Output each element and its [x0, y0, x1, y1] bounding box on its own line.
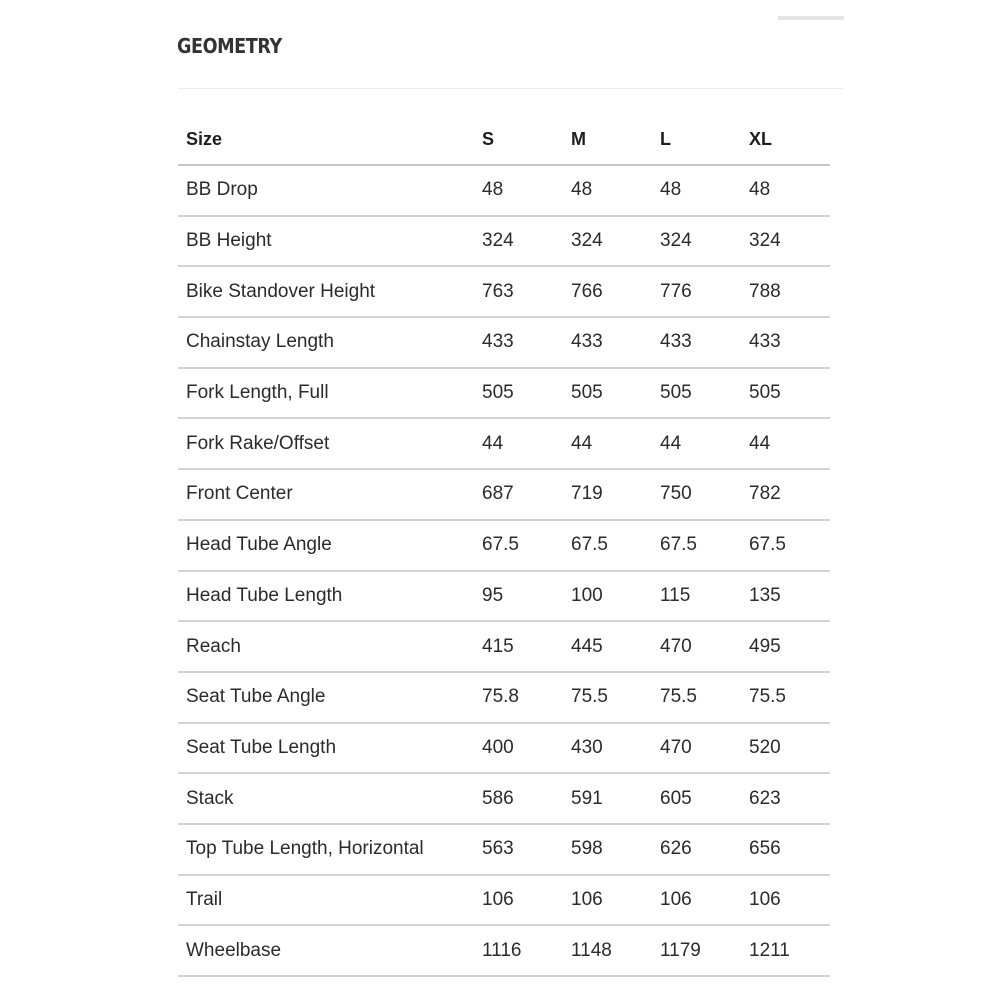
cell-value-xl: 135 [741, 571, 830, 622]
cell-value-xl: 433 [741, 317, 830, 368]
table-row [178, 824, 830, 875]
cell-value-xl: 75.5 [741, 672, 830, 723]
cell-value-m: 430 [563, 723, 652, 774]
cell-value-m: 598 [563, 824, 652, 875]
cell-value-xl: 48 [741, 165, 830, 216]
cell-value-m: 48 [563, 165, 652, 216]
cell-value-xl: 106 [741, 875, 830, 926]
cell-value-s: 95 [474, 571, 563, 622]
cell-value-m: 100 [563, 571, 652, 622]
table-row [178, 520, 830, 571]
table-row [178, 317, 830, 368]
cell-value-s: 586 [474, 773, 563, 824]
column-header-xl: XL [741, 115, 830, 165]
cell-value-l: 626 [652, 824, 741, 875]
row-label: Seat Tube Angle [178, 672, 474, 723]
cell-value-xl: 505 [741, 368, 830, 419]
cell-value-l: 433 [652, 317, 741, 368]
row-label: Top Tube Length, Horizontal [178, 824, 474, 875]
cell-value-s: 505 [474, 368, 563, 419]
row-label: Head Tube Angle [178, 520, 474, 571]
cell-value-xl: 1211 [741, 925, 830, 976]
table-row [178, 672, 830, 723]
table-row [178, 773, 830, 824]
row-label: Trail [178, 875, 474, 926]
row-label: Stack [178, 773, 474, 824]
column-header-s: S [474, 115, 563, 165]
cell-value-xl: 44 [741, 418, 830, 469]
table-row [178, 165, 830, 216]
cell-value-l: 48 [652, 165, 741, 216]
section-title: GEOMETRY [177, 34, 282, 58]
table-header-row [178, 115, 830, 165]
row-label: Reach [178, 621, 474, 672]
cell-value-s: 415 [474, 621, 563, 672]
cell-value-s: 106 [474, 875, 563, 926]
cell-value-xl: 623 [741, 773, 830, 824]
cell-value-xl: 788 [741, 266, 830, 317]
cell-value-s: 563 [474, 824, 563, 875]
cell-value-s: 324 [474, 216, 563, 267]
cell-value-m: 44 [563, 418, 652, 469]
cell-value-xl: 324 [741, 216, 830, 267]
column-header-l: L [652, 115, 741, 165]
cell-value-m: 719 [563, 469, 652, 520]
row-label: BB Height [178, 216, 474, 267]
cell-value-l: 44 [652, 418, 741, 469]
table-row [178, 571, 830, 622]
cell-value-l: 470 [652, 621, 741, 672]
cell-value-l: 470 [652, 723, 741, 774]
cell-value-s: 400 [474, 723, 563, 774]
cell-value-m: 106 [563, 875, 652, 926]
table-row [178, 216, 830, 267]
table-row [178, 875, 830, 926]
row-label: Fork Rake/Offset [178, 418, 474, 469]
column-header-size: Size [178, 115, 474, 165]
cell-value-l: 776 [652, 266, 741, 317]
cell-value-xl: 495 [741, 621, 830, 672]
cell-value-m: 67.5 [563, 520, 652, 571]
cell-value-s: 1116 [474, 925, 563, 976]
cell-value-s: 67.5 [474, 520, 563, 571]
column-header-m: M [563, 115, 652, 165]
cell-value-l: 106 [652, 875, 741, 926]
table-row [178, 368, 830, 419]
cell-value-m: 324 [563, 216, 652, 267]
geometry-table [178, 115, 830, 977]
cell-value-m: 1148 [563, 925, 652, 976]
row-label: Bike Standover Height [178, 266, 474, 317]
cell-value-m: 591 [563, 773, 652, 824]
cell-value-l: 505 [652, 368, 741, 419]
table-row [178, 418, 830, 469]
cell-value-l: 324 [652, 216, 741, 267]
cell-value-m: 505 [563, 368, 652, 419]
cell-value-l: 750 [652, 469, 741, 520]
row-label: Fork Length, Full [178, 368, 474, 419]
cell-value-s: 687 [474, 469, 563, 520]
cell-value-l: 605 [652, 773, 741, 824]
cell-value-s: 433 [474, 317, 563, 368]
row-label: Wheelbase [178, 925, 474, 976]
table-row [178, 266, 830, 317]
cell-value-s: 75.8 [474, 672, 563, 723]
title-divider [178, 88, 843, 89]
cell-value-l: 1179 [652, 925, 741, 976]
cell-value-xl: 520 [741, 723, 830, 774]
cell-value-m: 75.5 [563, 672, 652, 723]
cell-value-m: 766 [563, 266, 652, 317]
row-label: Front Center [178, 469, 474, 520]
table-row [178, 723, 830, 774]
cell-value-m: 445 [563, 621, 652, 672]
cell-value-l: 115 [652, 571, 741, 622]
cell-value-xl: 782 [741, 469, 830, 520]
row-label: Seat Tube Length [178, 723, 474, 774]
cell-value-s: 763 [474, 266, 563, 317]
row-label: BB Drop [178, 165, 474, 216]
table-row [178, 621, 830, 672]
cell-value-l: 67.5 [652, 520, 741, 571]
cell-value-xl: 67.5 [741, 520, 830, 571]
top-accent-bar [778, 16, 844, 20]
cell-value-s: 48 [474, 165, 563, 216]
table-row [178, 925, 830, 976]
cell-value-l: 75.5 [652, 672, 741, 723]
cell-value-m: 433 [563, 317, 652, 368]
row-label: Head Tube Length [178, 571, 474, 622]
row-label: Chainstay Length [178, 317, 474, 368]
cell-value-s: 44 [474, 418, 563, 469]
cell-value-xl: 656 [741, 824, 830, 875]
table-row [178, 469, 830, 520]
